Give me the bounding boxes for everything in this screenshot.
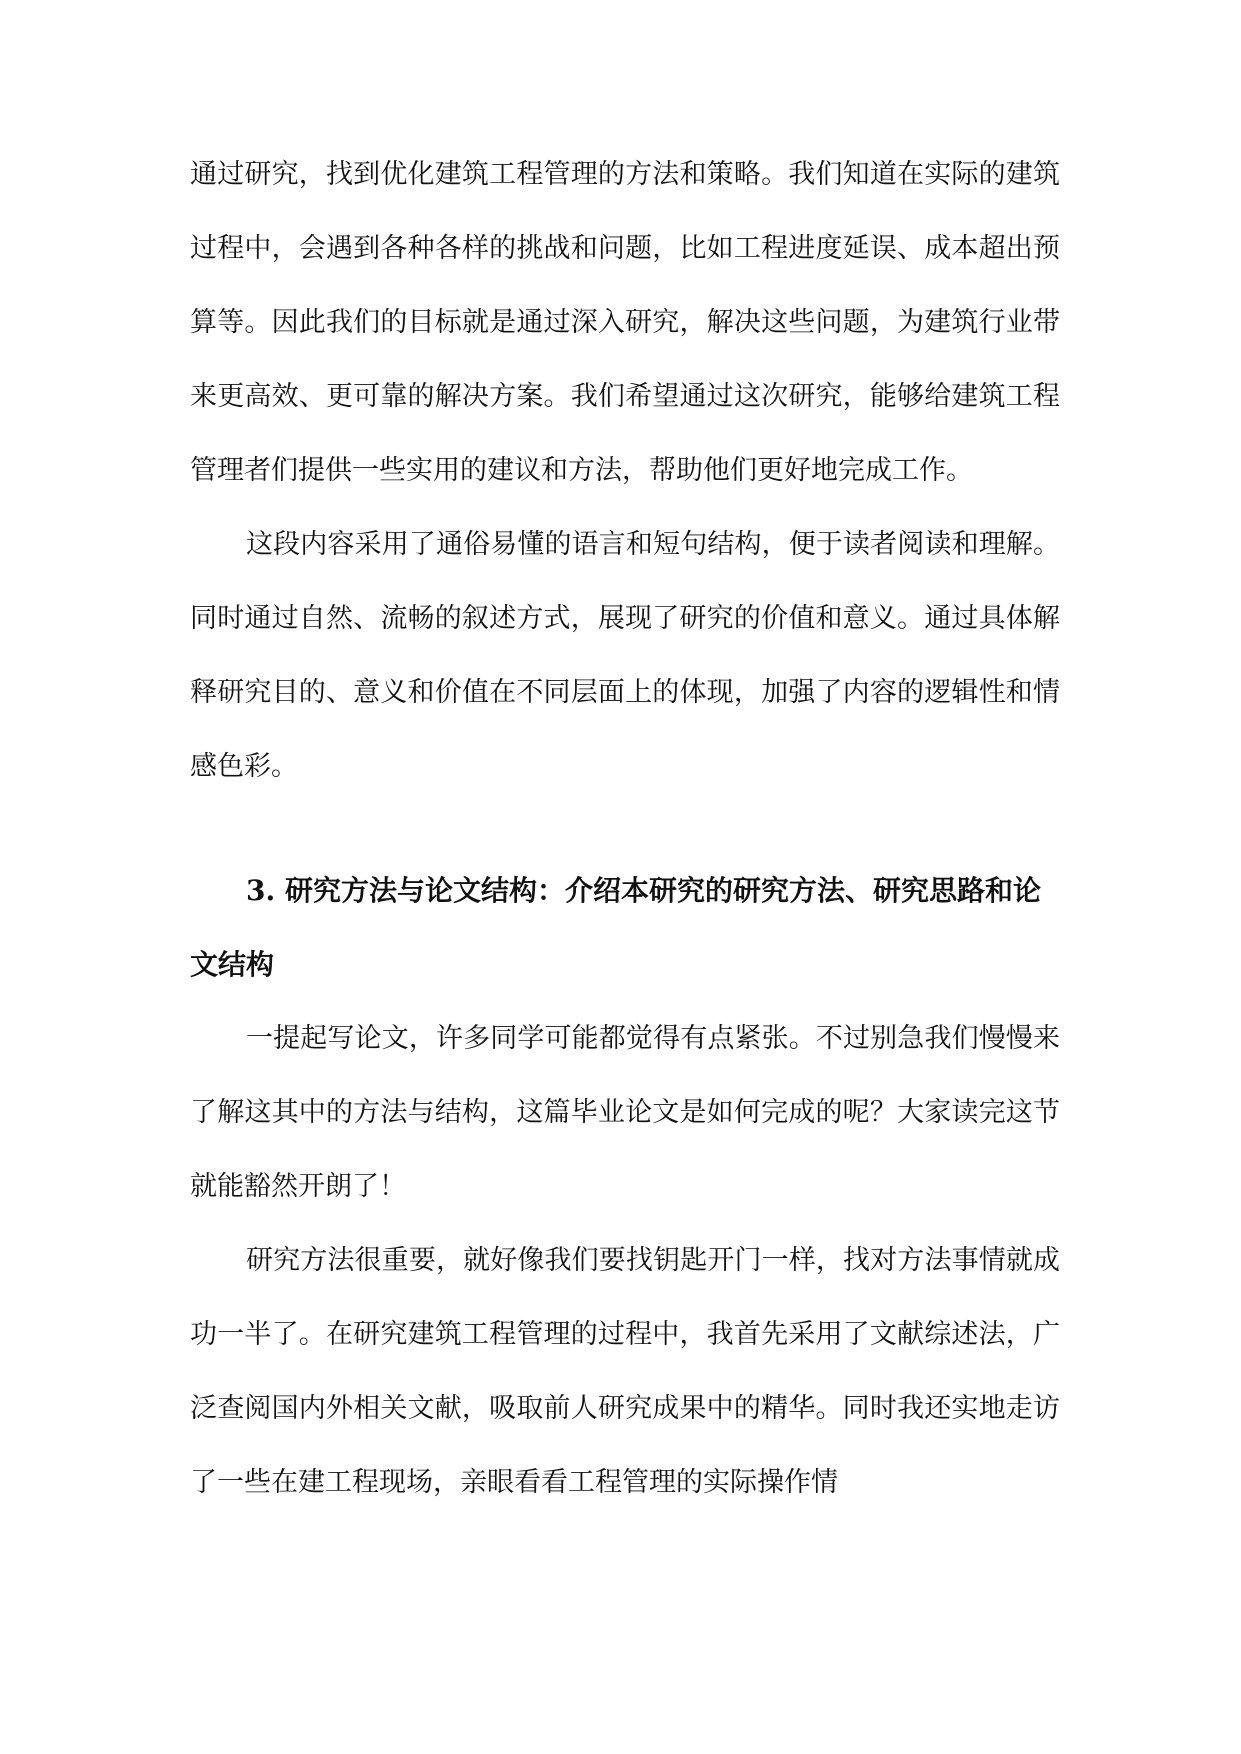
document-body: [190, 138, 1060, 1520]
paragraph-content-summary: 这段内容采用了通俗易懂的语言和短句结构，便于读者阅读和理解。同时通过自然、流畅的叙述方式，展现了研究的价值和意义。通过具体解释研究目的、意义和价值在不同层面上的体现，加强了内容的逻辑性和情感色彩。: [190, 529, 1060, 782]
paragraph-research-method: 研究方法很重要，就好像我们要找钥匙开门一样，找对方法事情就成功一半了。在研究建筑工程管理的过程中，我首先采用了文献综述法，广泛查阅国内外相关文献，吸取前人研究成果中的精华。同时我还实地走访了一些在建工程现场，亲眼看看工程管理的实际操作情: [190, 1245, 1060, 1498]
paragraph-thesis-intro: 一提起写论文，许多同学可能都觉得有点紧张。不过别急我们慢慢来了解这其中的方法与结构，这篇毕业论文是如何完成的呢？大家读完这节就能豁然开朗了！: [190, 1023, 1060, 1202]
section-heading-research-methods: 3. 研究方法与论文结构：介绍本研究的研究方法、研究思路和论文结构: [190, 874, 1041, 981]
paragraph-research-goal: 通过研究，找到优化建筑工程管理的方法和策略。我们知道在实际的建筑过程中，会遇到各种各样的挑战和问题，比如工程进度延误、成本超出预算等。因此我们的目标就是通过深入研究，解决这些问题，为建筑行业带来更高效、更可靠的解决方案。我们希望通过这次研究，能够给建筑工程管理者们提供一些实用的建议和方法，帮助他们更好地完成工作。: [190, 159, 1060, 486]
